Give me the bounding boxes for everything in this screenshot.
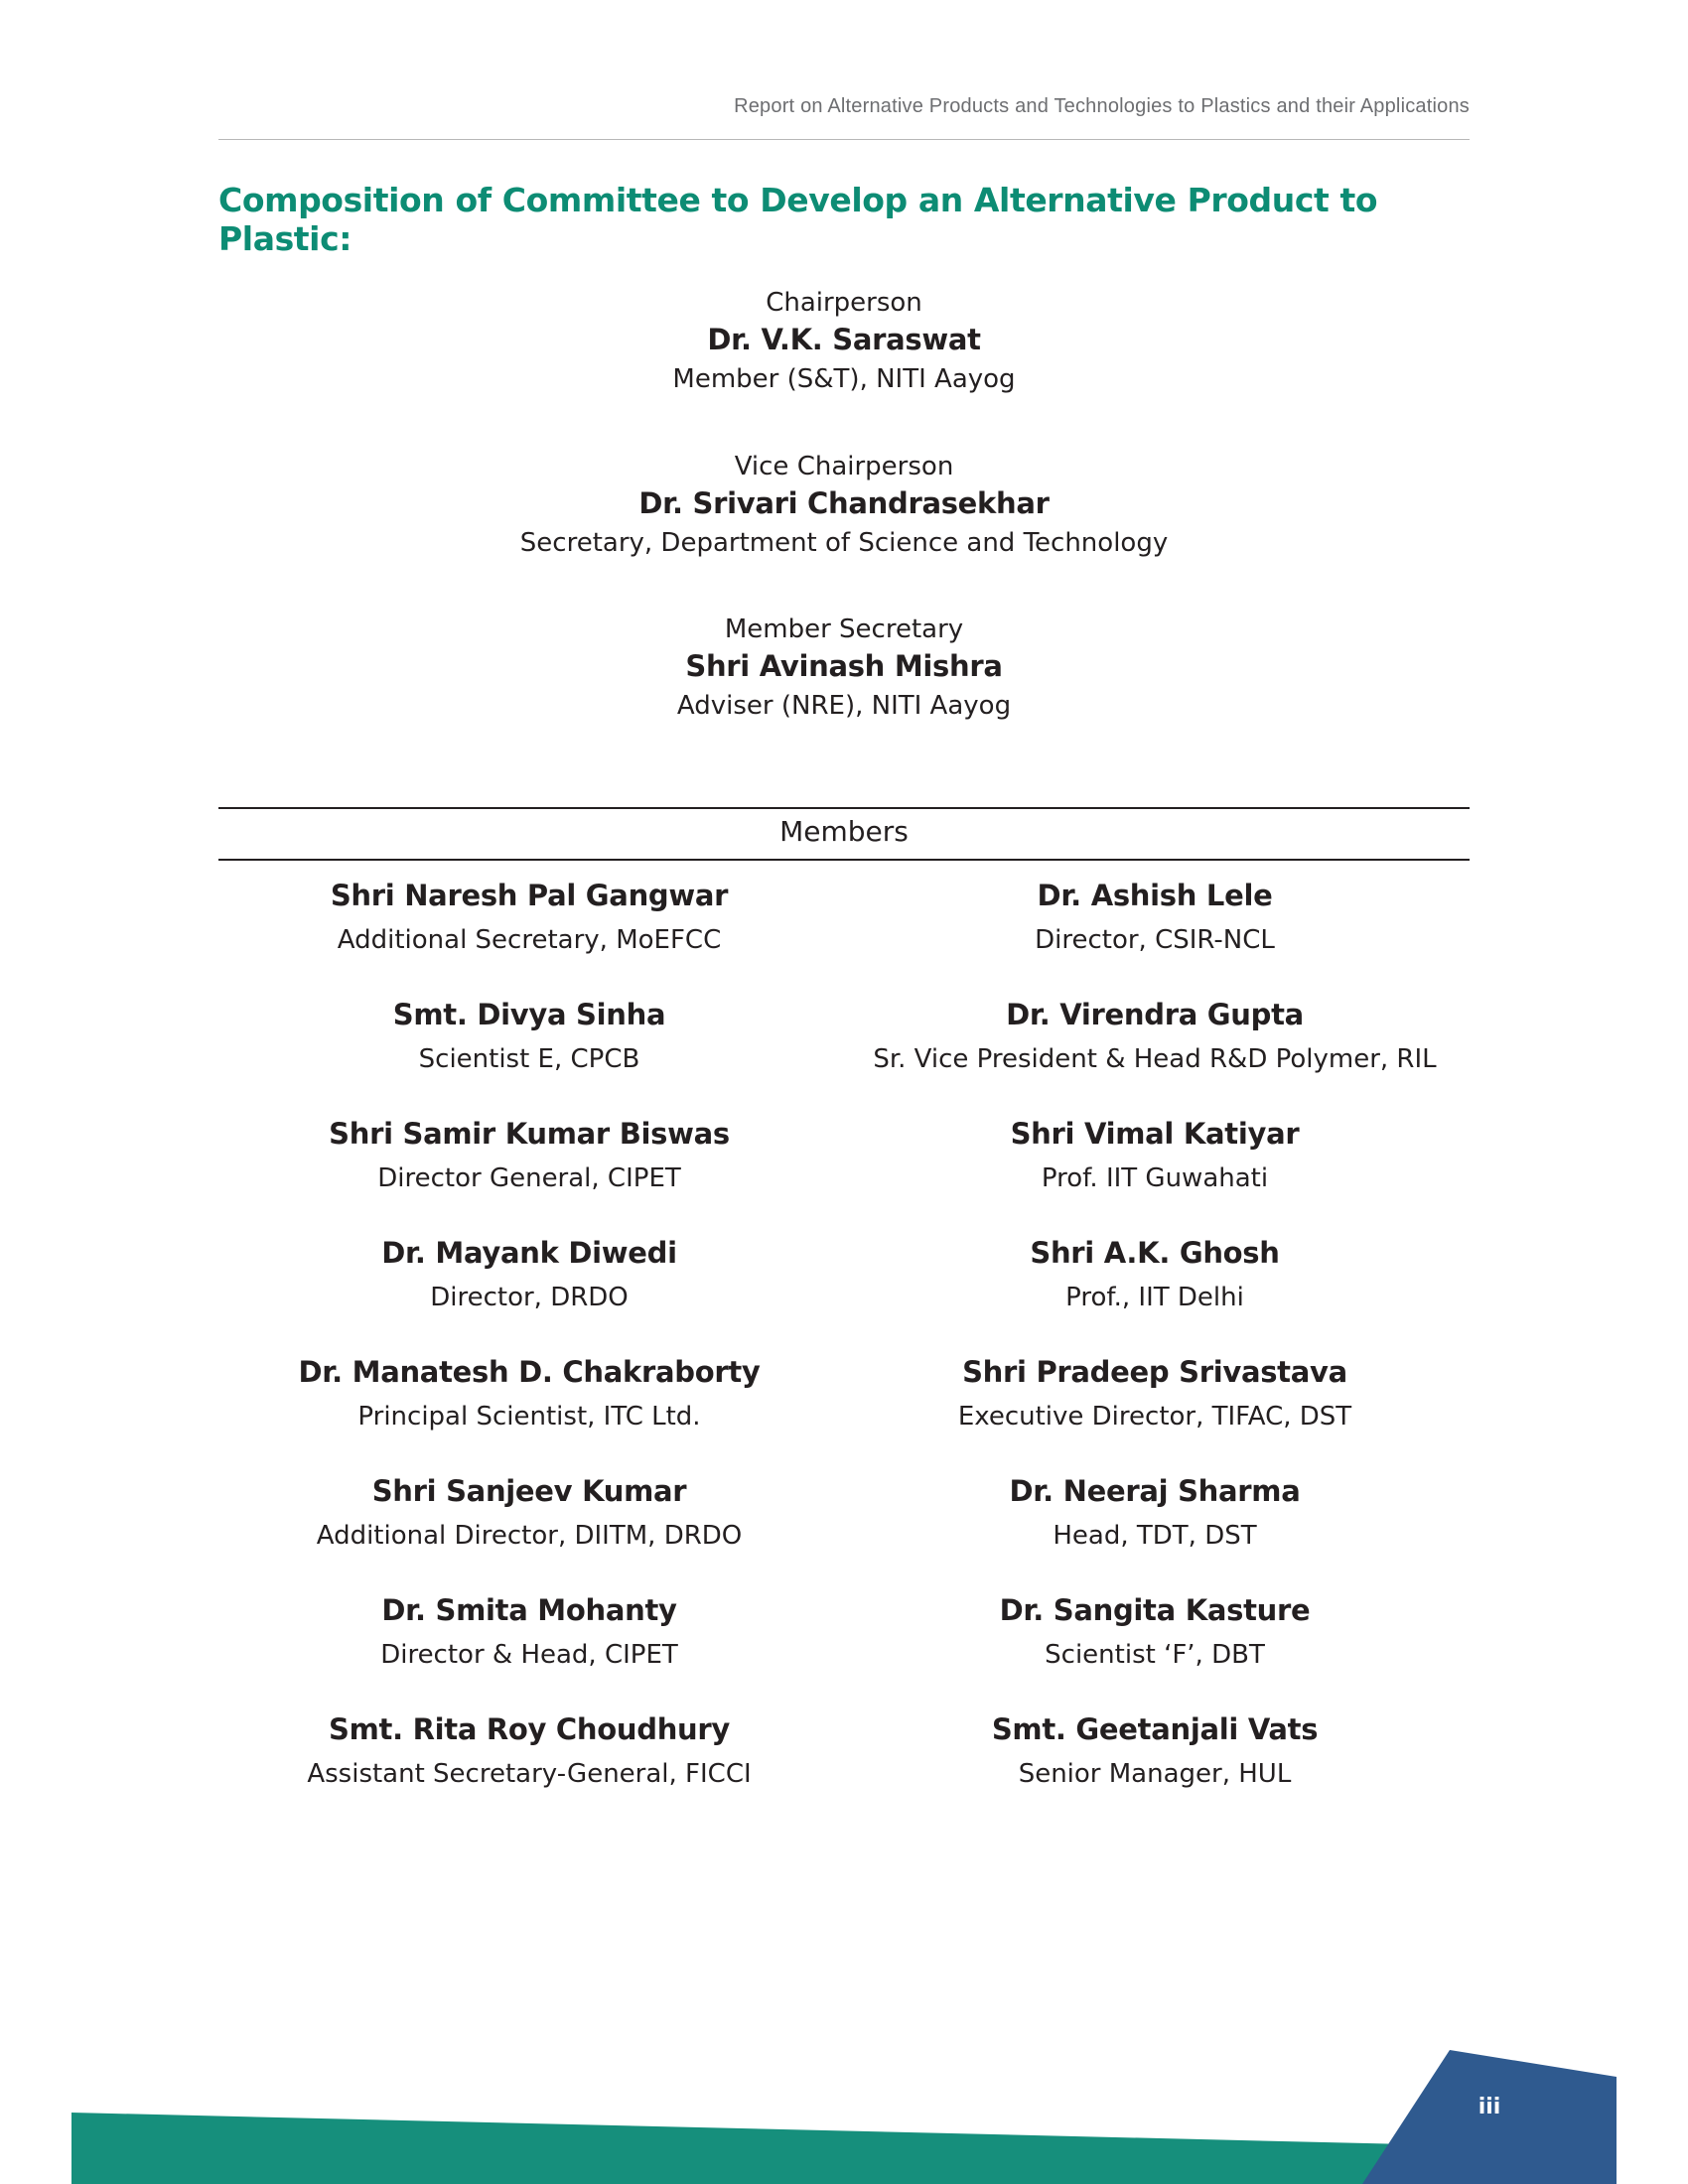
- member-designation: Executive Director, TIFAC, DST: [957, 1402, 1352, 1432]
- member-designation: Additional Director, DIITM, DRDO: [316, 1521, 743, 1551]
- office-name: Shri Avinash Mishra: [685, 649, 1003, 683]
- office-designation: Secretary, Department of Science and Technology: [519, 528, 1169, 558]
- office-role: Chairperson: [766, 288, 922, 318]
- member-name: Dr. Neeraj Sharma: [1009, 1474, 1301, 1508]
- office-role: Vice Chairperson: [734, 452, 954, 481]
- member-designation: Prof. IIT Guwahati: [1041, 1163, 1269, 1193]
- member-name: Shri A.K. Ghosh: [1030, 1236, 1280, 1270]
- member-designation: Scientist E, CPCB: [418, 1044, 640, 1074]
- members-heading: Members: [779, 815, 909, 848]
- member-name: Dr. Manatesh D. Chakraborty: [298, 1355, 761, 1389]
- footer-teal-band: [71, 2113, 1410, 2184]
- member-name: Shri Pradeep Srivastava: [962, 1355, 1347, 1389]
- office-name: Dr. V.K. Saraswat: [707, 323, 981, 356]
- member-designation: Additional Secretary, MoEFCC: [337, 925, 722, 955]
- member-name: Dr. Mayank Diwedi: [381, 1236, 677, 1270]
- member-designation: Director General, CIPET: [377, 1163, 681, 1193]
- member-name: Dr. Virendra Gupta: [1006, 998, 1304, 1031]
- member-name: Smt. Divya Sinha: [392, 998, 666, 1031]
- office-name: Dr. Srivari Chandrasekhar: [638, 486, 1050, 520]
- member-designation: Director, DRDO: [430, 1283, 629, 1312]
- member-designation: Director & Head, CIPET: [380, 1640, 678, 1670]
- member-designation: Prof., IIT Delhi: [1065, 1283, 1244, 1312]
- member-designation: Sr. Vice President & Head R&D Polymer, RIL: [873, 1044, 1437, 1074]
- member-designation: Principal Scientist, ITC Ltd.: [357, 1402, 701, 1432]
- running-header: Report on Alternative Products and Technologies to Plastics and their Applications: [734, 95, 1470, 117]
- member-designation: Senior Manager, HUL: [1018, 1759, 1292, 1789]
- member-name: Shri Samir Kumar Biswas: [329, 1117, 730, 1151]
- member-name: Shri Naresh Pal Gangwar: [330, 879, 729, 912]
- member-name: Smt. Rita Roy Choudhury: [329, 1712, 730, 1746]
- member-designation: Head, TDT, DST: [1053, 1521, 1257, 1551]
- page-number: iii: [1477, 2095, 1501, 2119]
- member-designation: Director, CSIR-NCL: [1035, 925, 1275, 955]
- member-name: Smt. Geetanjali Vats: [991, 1712, 1319, 1746]
- office-role: Member Secretary: [724, 614, 964, 644]
- member-name: Dr. Ashish Lele: [1037, 879, 1273, 912]
- member-name: Shri Vimal Katiyar: [1010, 1117, 1300, 1151]
- member-name: Dr. Smita Mohanty: [381, 1593, 677, 1627]
- member-name: Shri Sanjeev Kumar: [371, 1474, 687, 1508]
- member-designation: Assistant Secretary-General, FICCI: [307, 1759, 752, 1789]
- member-name: Dr. Sangita Kasture: [999, 1593, 1311, 1627]
- office-designation: Member (S&T), NITI Aayog: [672, 364, 1016, 394]
- page-title: Composition of Committee to Develop an Alternative Product to Plastic:: [218, 181, 1378, 258]
- office-designation: Adviser (NRE), NITI Aayog: [676, 691, 1012, 721]
- member-designation: Scientist ‘F’, DBT: [1045, 1640, 1265, 1670]
